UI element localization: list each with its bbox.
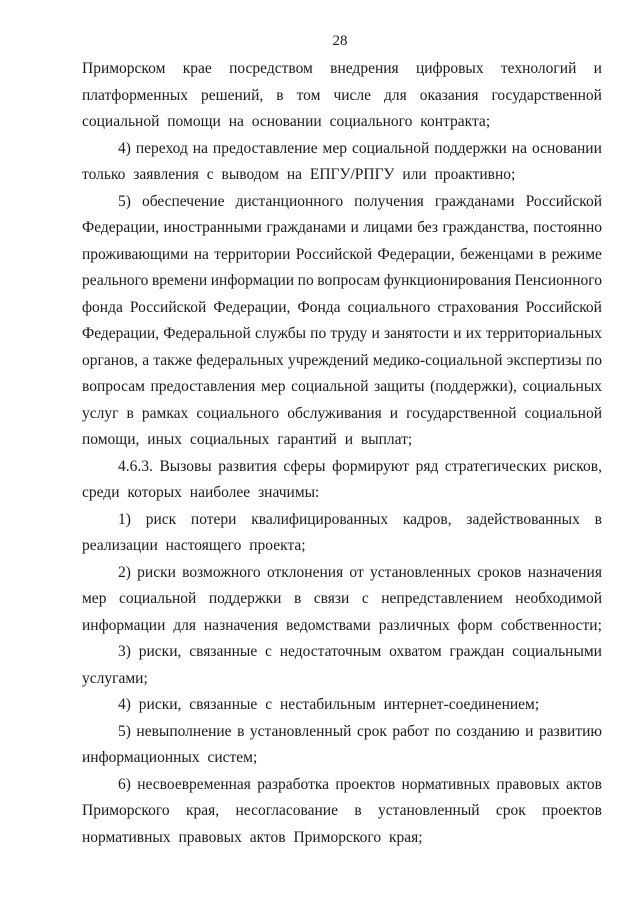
text-line: информационных систем;: [82, 749, 258, 766]
text-line: 2) риски возможного отклонения от установленных сроков назначения: [118, 563, 602, 581]
text-line: 4) риски, связанные с нестабильным интернет-соединением;: [118, 696, 540, 713]
paragraph-risk-5: [82, 719, 602, 772]
text-line: 3) риски, связанные с недостаточным охватом граждан социальными: [118, 643, 602, 660]
text-line: среди которых наиболее значимы:: [82, 484, 320, 501]
text-line: нормативных правовых актов Приморского края;: [82, 828, 423, 846]
text-line: реального времени информации по вопросам функционирования Пенсионного: [82, 272, 602, 289]
paragraph-risk-6: [82, 772, 602, 852]
paragraph-risk-2: [82, 560, 602, 640]
paragraph-item-5: [82, 189, 602, 454]
text-line: 6) несвоевременная разработка проектов нормативных правовых актов: [118, 775, 602, 793]
paragraph-risk-4: [82, 692, 602, 719]
document-body: [82, 56, 602, 851]
text-line: Приморском крае посредством внедрения цифровых технологий и: [82, 60, 602, 77]
text-line: платформенных решений, в том числе для оказания государственной: [82, 86, 602, 104]
text-line: социальной помощи на основании социального контракта;: [82, 113, 491, 130]
text-line: помощи, иных социальных гарантий и выплат;: [82, 431, 413, 448]
paragraph-item-4: [82, 136, 602, 189]
text-line: органов, а также федеральных учреждений медико-социальной экспертизы по: [82, 351, 602, 369]
text-line: мер социальной поддержки в связи с непредставлением необходимой: [82, 590, 602, 607]
page-number: 28: [332, 33, 348, 49]
text-line: 1) риск потери квалифицированных кадров, задействованных в: [118, 510, 602, 528]
text-line: проживающими на территории Российской Федерации, беженцами в режиме: [82, 245, 602, 263]
paragraph-section-4-6-3: [82, 454, 602, 507]
text-line: реализации настоящего проекта;: [82, 537, 306, 554]
text-line: 4.6.3. Вызовы развития сферы формируют ряд стратегических рисков,: [118, 457, 602, 475]
text-line: 4) переход на предоставление мер социальной поддержки на основании: [118, 139, 602, 157]
text-line: 5) невыполнение в установленный срок работ по созданию и развитию: [118, 722, 602, 740]
text-line: 5) обеспечение дистанционного получения гражданами Российской: [118, 192, 602, 210]
text-line: фонда Российской Федерации, Фонда социального страхования Российской: [82, 298, 602, 316]
text-line: Федерации, иностранными гражданами и лицами без гражданства, постоянно: [82, 219, 602, 236]
text-line: только заявления с выводом на ЕПГУ/РПГУ или проактивно;: [82, 166, 516, 183]
text-line: Приморского края, несогласование в установленный срок проектов: [82, 802, 602, 819]
paragraph-risk-1: [82, 507, 602, 560]
paragraph-intro-continuation: [82, 56, 602, 136]
text-line: Федерации, Федеральной службы по труду и занятости и их территориальных: [82, 325, 602, 342]
text-line: информации для назначения ведомствами различных форм собственности;: [82, 616, 602, 634]
paragraph-risk-3: [82, 639, 602, 692]
text-line: вопросам предоставления мер социальной защиты (поддержки), социальных: [82, 378, 602, 395]
text-line: услугами;: [82, 669, 148, 687]
text-line: услуг в рамках социального обслуживания и государственной социальной: [82, 404, 602, 422]
